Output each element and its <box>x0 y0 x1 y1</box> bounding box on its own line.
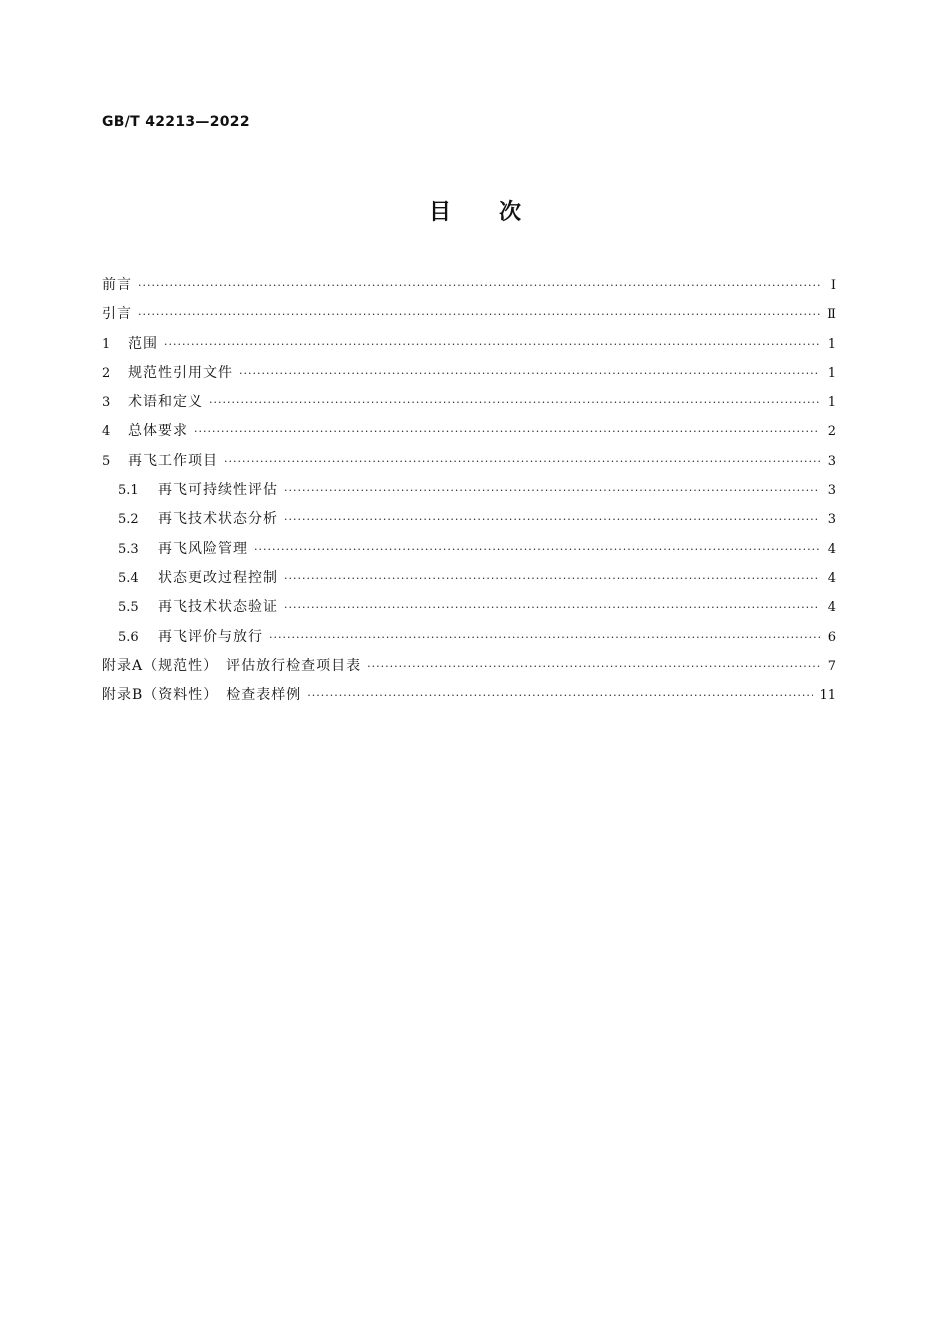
toc-leader-dots <box>307 681 813 710</box>
toc-entry-label: 附录A（规范性） 评估放行检查项目表 <box>102 657 362 674</box>
toc-entry-label: 引言 <box>102 306 132 323</box>
toc-leader-dots <box>284 564 820 593</box>
toc-entry-page: 1 <box>827 365 836 381</box>
toc-entry-page: 3 <box>827 483 836 499</box>
toc-entry-number: 4 <box>102 424 111 440</box>
toc-entry-page: 6 <box>827 629 836 645</box>
toc-entry-label: 附录B（资料性） 检查表样例 <box>102 687 302 704</box>
toc-leader-dots <box>284 476 820 505</box>
toc-entry-number: 5.4 <box>118 570 139 586</box>
toc-entry-appendix-a[interactable] <box>102 652 836 681</box>
toc-entry-1[interactable] <box>102 330 836 359</box>
toc-entry-5-2[interactable] <box>102 505 836 534</box>
toc-entry-5-1[interactable] <box>102 476 836 505</box>
toc-entry-page: 1 <box>827 395 836 411</box>
toc-entry-number: 1 <box>102 336 111 352</box>
toc-entry-page: 4 <box>827 570 836 586</box>
toc-entry-label: 规范性引用文件 <box>128 364 233 381</box>
toc-entry-page: 1 <box>827 336 836 352</box>
toc-leader-dots <box>209 388 820 417</box>
toc-entry-label: 再飞技术状态分析 <box>158 511 278 528</box>
toc-entry-number: 5 <box>102 453 111 469</box>
toc-entry-label: 再飞评价与放行 <box>158 628 263 645</box>
toc-entry-2[interactable] <box>102 359 836 388</box>
toc-entry-5-6[interactable] <box>102 623 836 652</box>
toc-entry-page: 7 <box>827 658 836 674</box>
toc-entry-number: 5.3 <box>118 541 139 557</box>
toc-entry-label: 前言 <box>102 277 132 293</box>
toc-entry-page: 4 <box>827 541 836 557</box>
toc-title <box>0 195 950 226</box>
toc-title-part2: 次 <box>499 200 522 225</box>
toc-entry-page: 2 <box>827 424 836 440</box>
toc-title-part1: 目 <box>428 200 451 225</box>
toc-entry-label: 再飞风险管理 <box>158 540 248 557</box>
toc-leader-dots <box>138 271 820 300</box>
toc-entry-5-3[interactable] <box>102 535 836 564</box>
toc-entry-number: 3 <box>102 395 111 411</box>
toc-entry-number: 5.5 <box>118 600 139 616</box>
toc-leader-dots <box>224 447 820 476</box>
toc-entry-preface[interactable] <box>102 271 836 300</box>
toc-entry-introduction[interactable] <box>102 300 836 329</box>
toc-entry-number: 2 <box>102 365 111 381</box>
toc-list <box>102 271 836 710</box>
toc-leader-dots <box>138 300 820 329</box>
toc-entry-label: 状态更改过程控制 <box>158 569 278 586</box>
toc-entry-label: 再飞技术状态验证 <box>158 599 278 616</box>
toc-entry-page: 3 <box>827 512 836 528</box>
toc-entry-5[interactable] <box>102 447 836 476</box>
toc-entry-page: 11 <box>819 688 836 704</box>
toc-entry-5-5[interactable] <box>102 593 836 622</box>
toc-entry-number: 5.6 <box>118 629 139 645</box>
toc-entry-number: 5.2 <box>118 512 139 528</box>
toc-entry-page: Ⅰ <box>830 278 836 293</box>
toc-entry-label: 范围 <box>128 335 158 352</box>
toc-entry-page: Ⅱ <box>827 307 836 323</box>
toc-entry-label: 再飞可持续性评估 <box>158 482 278 499</box>
toc-entry-3[interactable] <box>102 388 836 417</box>
toc-leader-dots <box>269 623 820 652</box>
toc-entry-page: 4 <box>827 600 836 616</box>
toc-entry-label: 总体要求 <box>128 423 188 440</box>
toc-entry-label: 术语和定义 <box>128 394 203 411</box>
toc-leader-dots <box>284 505 820 534</box>
toc-leader-dots <box>284 593 820 622</box>
toc-entry-page: 3 <box>827 453 836 469</box>
toc-leader-dots <box>239 359 820 388</box>
toc-entry-number: 5.1 <box>118 483 139 499</box>
toc-entry-label: 再飞工作项目 <box>128 452 218 469</box>
toc-leader-dots <box>194 417 820 446</box>
toc-leader-dots <box>164 330 820 359</box>
standard-code: GB/T 42213—2022 <box>102 114 250 130</box>
toc-entry-5-4[interactable] <box>102 564 836 593</box>
toc-entry-4[interactable] <box>102 417 836 446</box>
toc-entry-appendix-b[interactable] <box>102 681 836 710</box>
toc-leader-dots <box>254 535 820 564</box>
toc-leader-dots <box>367 652 820 681</box>
